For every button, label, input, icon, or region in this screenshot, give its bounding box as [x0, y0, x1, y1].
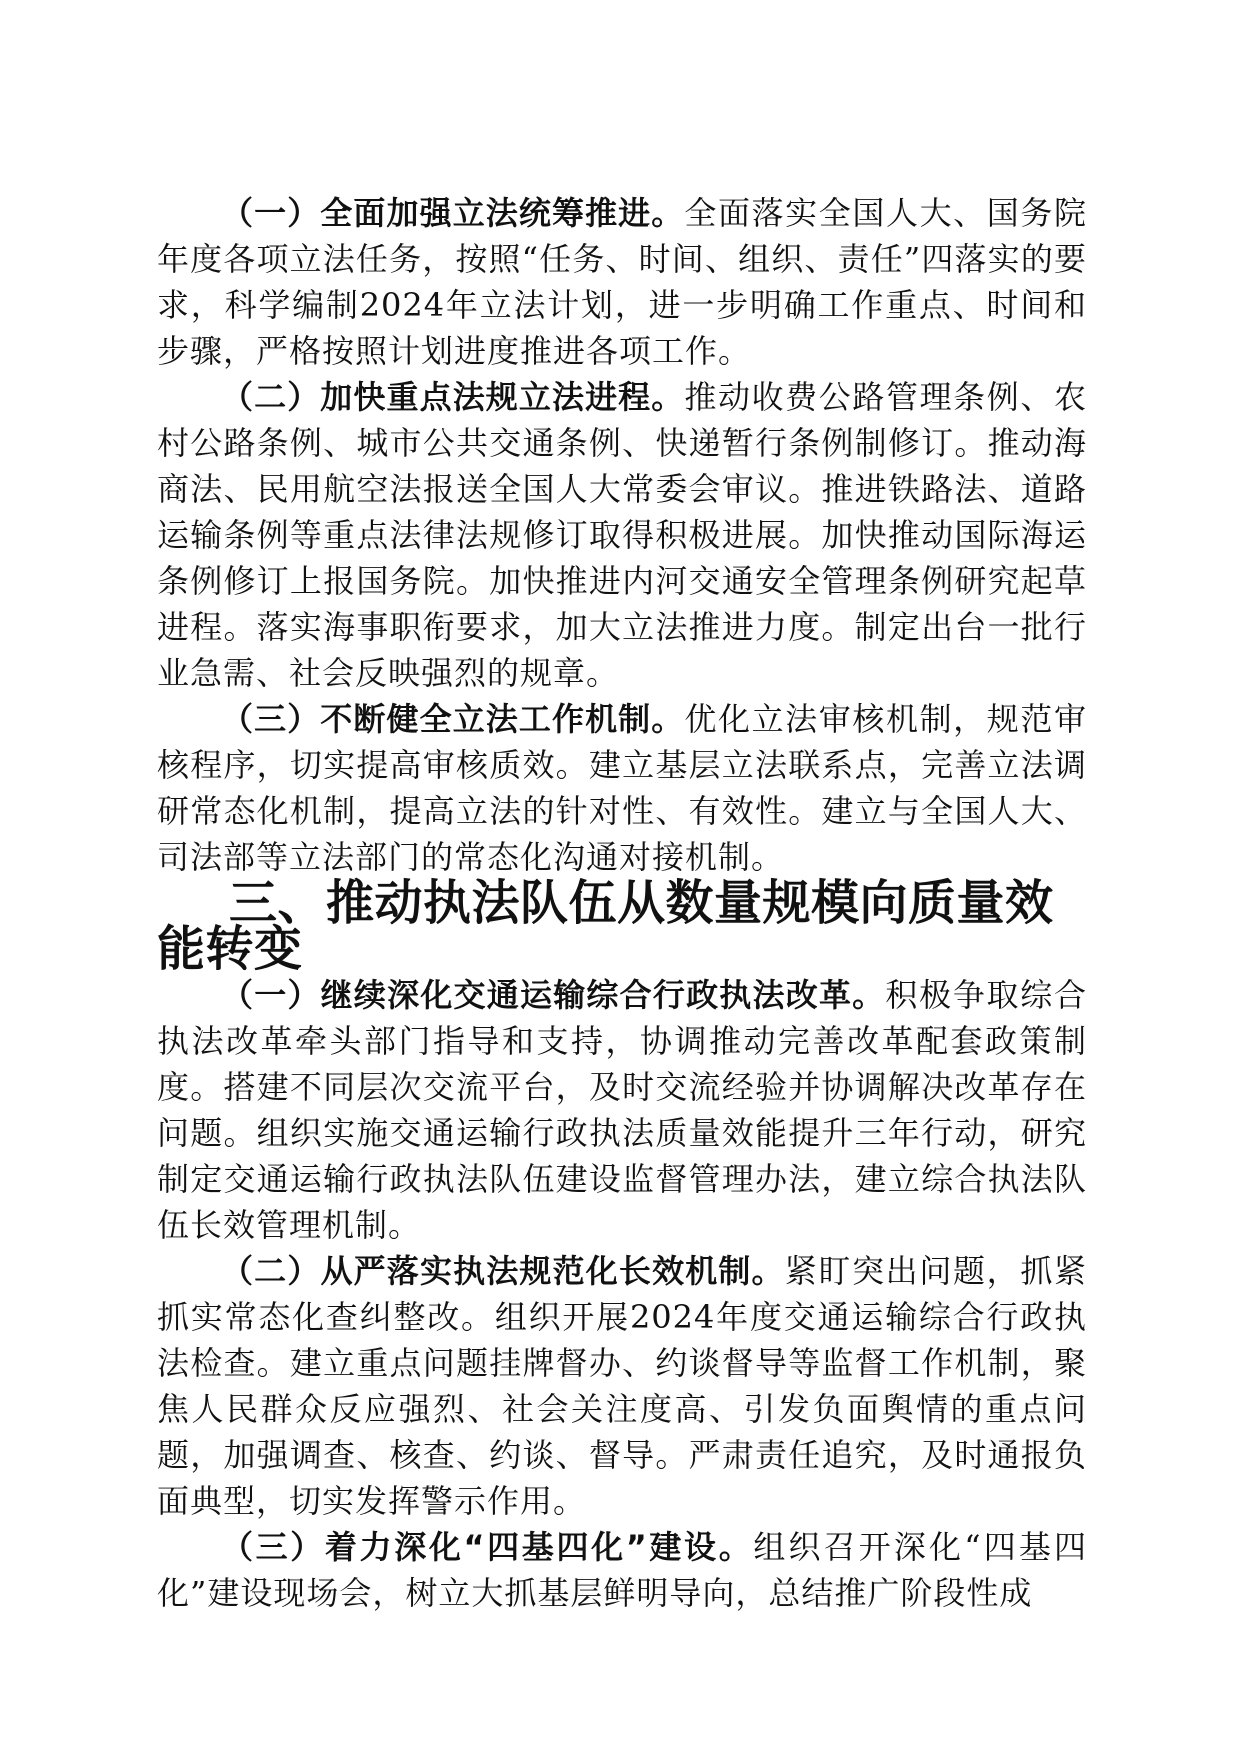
document-page	[157, 190, 1087, 1616]
paragraph-key-regulations	[157, 374, 1087, 696]
paragraph-enforcement-standardization	[157, 1248, 1087, 1524]
paragraph-four-basics	[157, 1524, 1087, 1616]
paragraph-lead: （二）加快重点法规立法进程。	[221, 378, 685, 416]
paragraph-lead: （一）继续深化交通运输综合行政执法改革。	[221, 976, 886, 1014]
paragraph-body: 推动收费公路管理条例、农村公路条例、城市公共交通条例、快递暂行条例制修订。推动海商法、民用航空法报送全国人大常委会审议。推进铁路法、道路运输条例等重点法律法规修订取得积极进展。加快推动国际海运条例修订上报国务院。加快推进内河交通安全管理条例研究起草进程。落实海事职衔要求，加大立法推进力度。制定出台一批行业急需、社会反映强烈的规章。	[157, 378, 1087, 692]
paragraph-legislation-mechanism	[157, 696, 1087, 880]
paragraph-body: 组织召开深化“四基四化”建设现场会，树立大抓基层鲜明导向，总结推广阶段性成	[157, 1528, 1087, 1612]
paragraph-legislation-planning	[157, 190, 1087, 374]
paragraph-body: 紧盯突出问题，抓紧抓实常态化查纠整改。组织开展2024年度交通运输综合行政执法检查。建立重点问题挂牌督办、约谈督导等监督工作机制，聚焦人民群众反应强烈、社会关注度高、引发负面舆情的重点问题，加强调查、核查、约谈、督导。严肃责任追究，及时通报负面典型，切实发挥警示作用。	[157, 1252, 1087, 1520]
paragraph-lead: （三）不断健全立法工作机制。	[221, 700, 685, 738]
paragraph-enforcement-reform	[157, 972, 1087, 1248]
paragraph-body: 全面落实全国人大、国务院年度各项立法任务，按照“任务、时间、组织、责任”四落实的要求，科学编制2024年立法计划，进一步明确工作重点、时间和步骤，严格按照计划进度推进各项工作。	[157, 194, 1087, 370]
paragraph-lead: （一）全面加强立法统筹推进。	[221, 194, 685, 232]
section-heading: 三、推动执法队伍从数量规模向质量效能转变	[157, 875, 1054, 977]
paragraph-body: 积极争取综合执法改革牵头部门指导和支持，协调推动完善改革配套政策制度。搭建不同层次交流平台，及时交流经验并协调解决改革存在问题。组织实施交通运输行政执法质量效能提升三年行动，研究制定交通运输行政执法队伍建设监督管理办法，建立综合执法队伍长效管理机制。	[157, 976, 1087, 1244]
paragraph-lead: （三）着力深化“四基四化”建设。	[221, 1528, 754, 1566]
paragraph-body: 优化立法审核机制，规范审核程序，切实提高审核质效。建立基层立法联系点，完善立法调研常态化机制，提高立法的针对性、有效性。建立与全国人大、司法部等立法部门的常态化沟通对接机制。	[157, 700, 1087, 876]
paragraph-lead: （二）从严落实执法规范化长效机制。	[221, 1252, 785, 1290]
